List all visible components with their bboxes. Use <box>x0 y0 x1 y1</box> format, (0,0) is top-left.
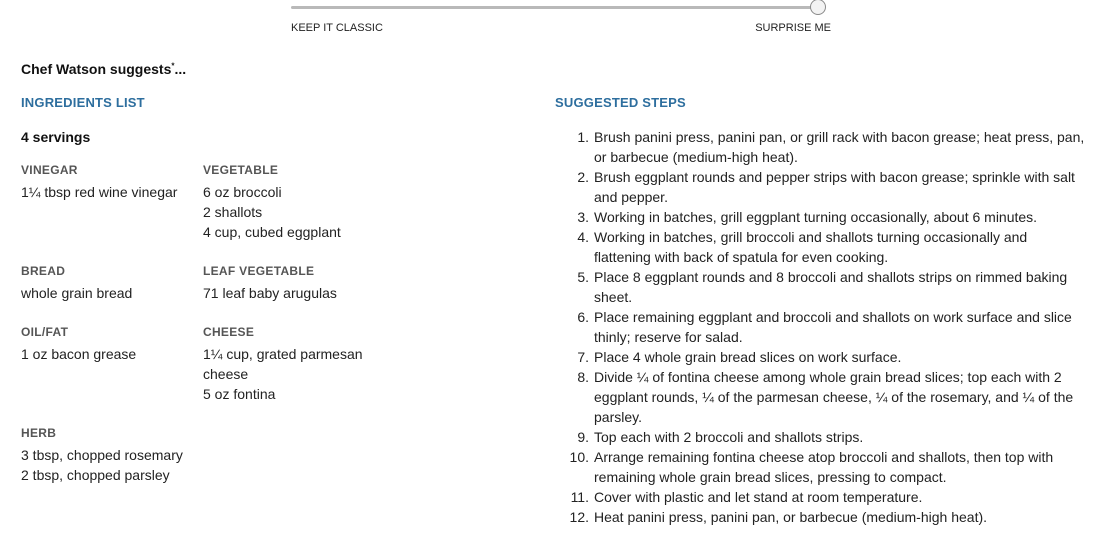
ingredient-item: 1 oz bacon grease <box>21 346 137 362</box>
step-number: 3. <box>577 209 589 225</box>
step-item <box>555 267 1085 307</box>
ingredient-group-title: VEGETABLE <box>203 163 279 177</box>
step-number: 5. <box>577 269 589 285</box>
step-number: 11. <box>570 489 589 505</box>
ingredient-group-vinegar <box>21 161 201 202</box>
step-text: Place remaining eggplant and broccoli and shallots on work surface and slice thinly; reserve for salad. <box>594 309 1072 345</box>
ingredient-group-bread <box>21 262 201 303</box>
step-text: Place 4 whole grain bread slices on work surface. <box>594 349 902 365</box>
ingredient-item: 1¼ cup, grated parmesan cheese <box>203 346 363 382</box>
ingredient-item: 1¼ tbsp red wine vinegar <box>21 184 178 200</box>
ingredient-group-title: BREAD <box>21 264 66 278</box>
suggests-suffix: ... <box>174 61 187 77</box>
ingredient-item: 3 tbsp, chopped rosemary <box>21 447 183 463</box>
step-number: 10. <box>569 449 589 465</box>
step-item <box>555 507 1085 527</box>
step-item <box>555 127 1085 167</box>
creativity-slider[interactable] <box>291 0 831 40</box>
step-number: 9. <box>577 429 589 445</box>
step-item <box>555 227 1085 267</box>
suggested-steps-title: SUGGESTED STEPS <box>555 95 686 110</box>
ingredient-group-herb <box>21 424 201 485</box>
step-text: Brush eggplant rounds and pepper strips with bacon grease; sprinkle with salt and pepper. <box>594 169 1075 205</box>
ingredient-group-cheese <box>203 323 378 404</box>
step-item <box>555 487 1085 507</box>
ingredient-group-title: HERB <box>21 426 57 440</box>
ingredient-item: 2 tbsp, chopped parsley <box>21 467 170 483</box>
step-number: 2. <box>577 169 589 185</box>
step-item <box>555 427 1085 447</box>
step-number: 8. <box>577 369 589 385</box>
step-number: 6. <box>577 309 589 325</box>
step-item <box>555 167 1085 207</box>
step-text: Brush panini press, panini pan, or grill rack with bacon grease; heat press, pan, or barbecue (medium-high heat). <box>594 129 1085 165</box>
ingredient-item: 4 cup, cubed eggplant <box>203 224 341 240</box>
step-item <box>555 207 1085 227</box>
ingredient-item: 6 oz broccoli <box>203 184 282 200</box>
step-text: Working in batches, grill eggplant turning occasionally, about 6 minutes. <box>594 209 1038 225</box>
step-text: Working in batches, grill broccoli and shallots turning occasionally and flattening with back of spatula for even cooking. <box>594 229 1028 265</box>
servings-count: 4 servings <box>21 129 91 145</box>
step-text: Cover with plastic and let stand at room temperature. <box>594 489 923 505</box>
slider-label-surprise: SURPRISE ME <box>755 22 831 34</box>
step-text: Place 8 eggplant rounds and 8 broccoli and shallots strips on rimmed baking sheet. <box>594 269 1068 305</box>
ingredients-list-title: INGREDIENTS LIST <box>21 95 145 110</box>
slider-thumb[interactable] <box>810 0 826 15</box>
step-item <box>555 447 1085 487</box>
step-item <box>555 307 1085 347</box>
step-text: Arrange remaining fontina cheese atop broccoli and shallots, then top with remaining whole grain bread slices, pressing to compact. <box>594 449 1054 485</box>
ingredient-group-title: CHEESE <box>203 325 255 339</box>
step-text: Divide ¼ of fontina cheese among whole grain bread slices; top each with 2 eggplant rounds, ¼ of the parmesan cheese, ¼ of the rosemary, and ¼ of the parsley. <box>594 369 1074 425</box>
ingredient-group-title: LEAF VEGETABLE <box>203 264 315 278</box>
ingredient-item: 2 shallots <box>203 204 263 220</box>
suggests-footnote-mark: * <box>171 61 175 71</box>
ingredient-group-title: OIL/FAT <box>21 325 69 339</box>
slider-track[interactable] <box>291 6 819 9</box>
step-number: 7. <box>577 349 589 365</box>
step-number: 1. <box>577 129 589 145</box>
step-text: Top each with 2 broccoli and shallots strips. <box>594 429 864 445</box>
suggests-text: Chef Watson suggests <box>21 61 172 77</box>
ingredient-item: whole grain bread <box>21 285 133 301</box>
ingredient-group-oil-fat <box>21 323 201 364</box>
chef-watson-heading <box>21 61 186 77</box>
ingredient-group-title: VINEGAR <box>21 163 78 177</box>
step-item <box>555 367 1085 427</box>
step-number: 4. <box>577 229 589 245</box>
ingredient-group-vegetable <box>203 161 383 242</box>
step-text: Heat panini press, panini pan, or barbecue (medium-high heat). <box>594 509 988 525</box>
step-number: 12. <box>569 509 589 525</box>
ingredient-item: 71 leaf baby arugulas <box>203 285 337 301</box>
steps-list <box>555 127 1085 527</box>
ingredient-item: 5 oz fontina <box>203 386 276 402</box>
step-item <box>555 347 1085 367</box>
ingredient-group-leaf-vegetable <box>203 262 383 303</box>
slider-label-classic: KEEP IT CLASSIC <box>291 22 383 34</box>
